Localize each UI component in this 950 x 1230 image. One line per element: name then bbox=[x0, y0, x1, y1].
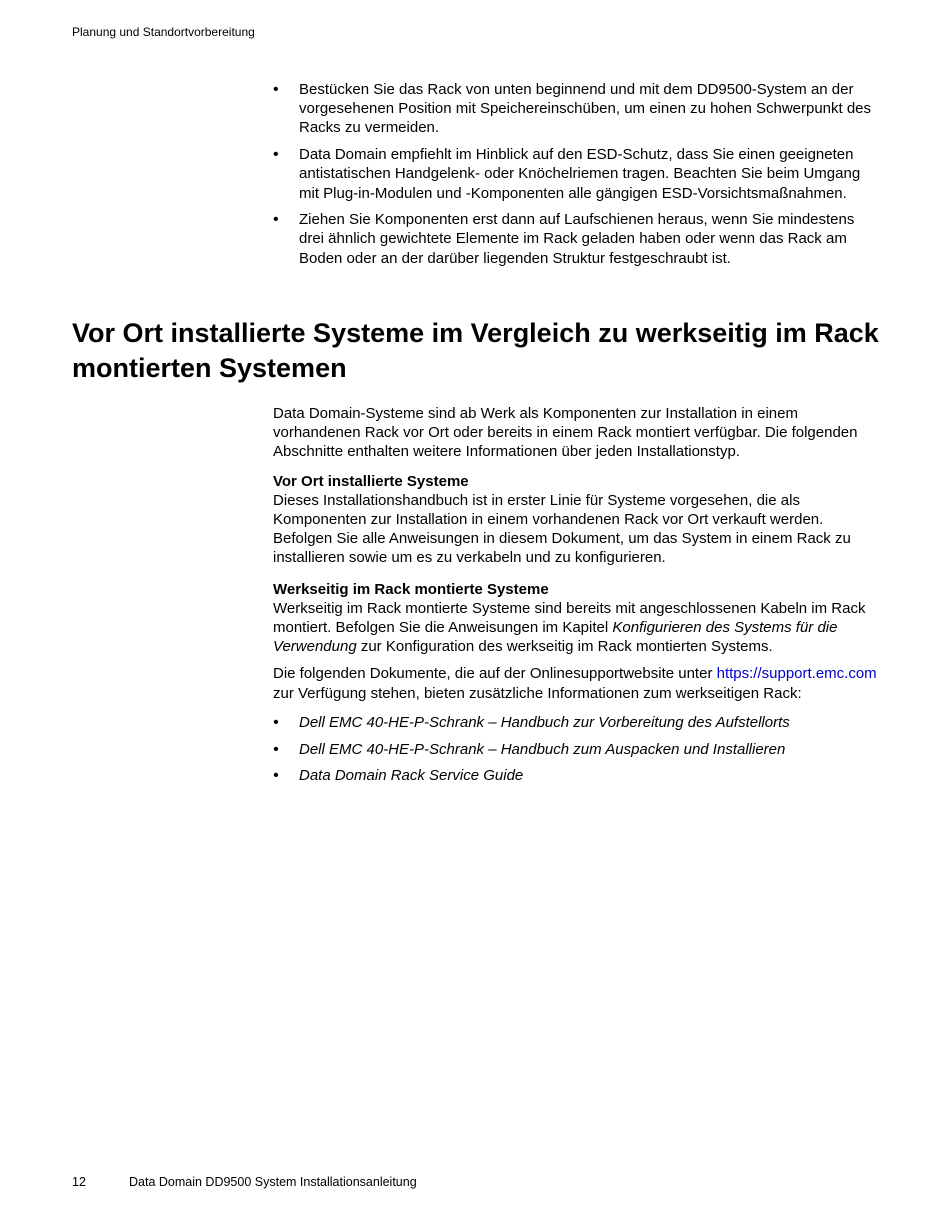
list-item: • Dell EMC 40-HE-P-Schrank – Handbuch zum Auspacken und Installieren bbox=[273, 740, 883, 759]
section-intro: Data Domain-Systeme sind ab Werk als Komponenten zur Installation in einem vorhandenen Rack vor Ort oder bereits in einem Rack montiert verfügbar. Die folgenden Abschnitte enthalten weitere Informationen über jeden Installationstyp. bbox=[273, 405, 858, 461]
page-number: 12 bbox=[72, 1175, 86, 1189]
footer-doc-title: Data Domain DD9500 System Installationsanleitung bbox=[129, 1175, 417, 1189]
text-run: Die folgenden Dokumente, die auf der Onlinesupportwebsite unter bbox=[273, 665, 717, 683]
section-body bbox=[273, 404, 883, 793]
list-item: • Dell EMC 40-HE-P-Schrank – Handbuch zur Vorbereitung des Aufstellorts bbox=[273, 713, 883, 732]
subheading-factory-racked: Werkseitig im Rack montierte Systeme bbox=[273, 580, 549, 598]
list-item: • Bestücken Sie das Rack von unten beginnend und mit dem DD9500-System an der vorgesehenen Position mit Speichereinschüben, um einen zu hohen Schwerpunkt des Racks zu vermeiden. bbox=[273, 80, 883, 138]
subheading-on-site: Vor Ort installierte Systeme bbox=[273, 472, 469, 490]
section-title: Vor Ort installierte Systeme im Vergleich zu werkseitig im Rack montierten Systemen bbox=[72, 318, 879, 383]
paragraph-factory-racked bbox=[273, 599, 883, 657]
paragraph-docs-intro bbox=[273, 664, 883, 702]
text-run: Werkseitig im Rack montierte Systeme sind bereits mit angeschlossenen Kabeln im Rack montiert. Befolgen Sie die Anweisungen im Kapitel bbox=[273, 599, 866, 637]
document-list bbox=[273, 713, 883, 786]
text-run: zur Verfügung stehen, bieten zusätzliche Informationen zum werkseitigen Rack: bbox=[273, 684, 802, 702]
text-run: zur Konfiguration des werkseitig im Rack montierten Systems. bbox=[356, 638, 773, 656]
top-bullet-list-container bbox=[273, 80, 883, 275]
support-link[interactable]: https://support.emc.com bbox=[716, 665, 877, 683]
paragraph-on-site: Dieses Installationshandbuch ist in erster Linie für Systeme vorgesehen, die als Komponenten zur Installation in einem vorhandenen Rack vor Ort verkauft werden. Befolgen Sie alle Anweisungen in diesem Dokument, um das System in einem Rack zu installieren sowie um es zu verkabeln und zu konfigurieren. bbox=[273, 491, 851, 567]
chapter-reference: Konfigurieren des Systems für die Verwendung bbox=[273, 619, 838, 656]
list-item: • Data Domain empfiehlt im Hinblick auf den ESD-Schutz, dass Sie einen geeigneten antistatischen Handgelenk- oder Knöchelriemen tragen. Beachten Sie beim Umgang mit Plug-in-Modulen und -Komponenten alle gängigen ESD-Vorsichtsmaßnahmen. bbox=[273, 145, 883, 203]
top-bullet-list bbox=[273, 80, 883, 268]
list-item: • Ziehen Sie Komponenten erst dann auf Laufschienen heraus, wenn Sie mindestens drei ähnlich gewichtete Elemente im Rack geladen haben oder wenn das Rack am Boden oder an der darüber liegenden Struktur festgeschraubt ist. bbox=[273, 210, 883, 268]
list-item: • Data Domain Rack Service Guide bbox=[273, 766, 883, 785]
running-header: Planung und Standortvorbereitung bbox=[72, 25, 255, 39]
